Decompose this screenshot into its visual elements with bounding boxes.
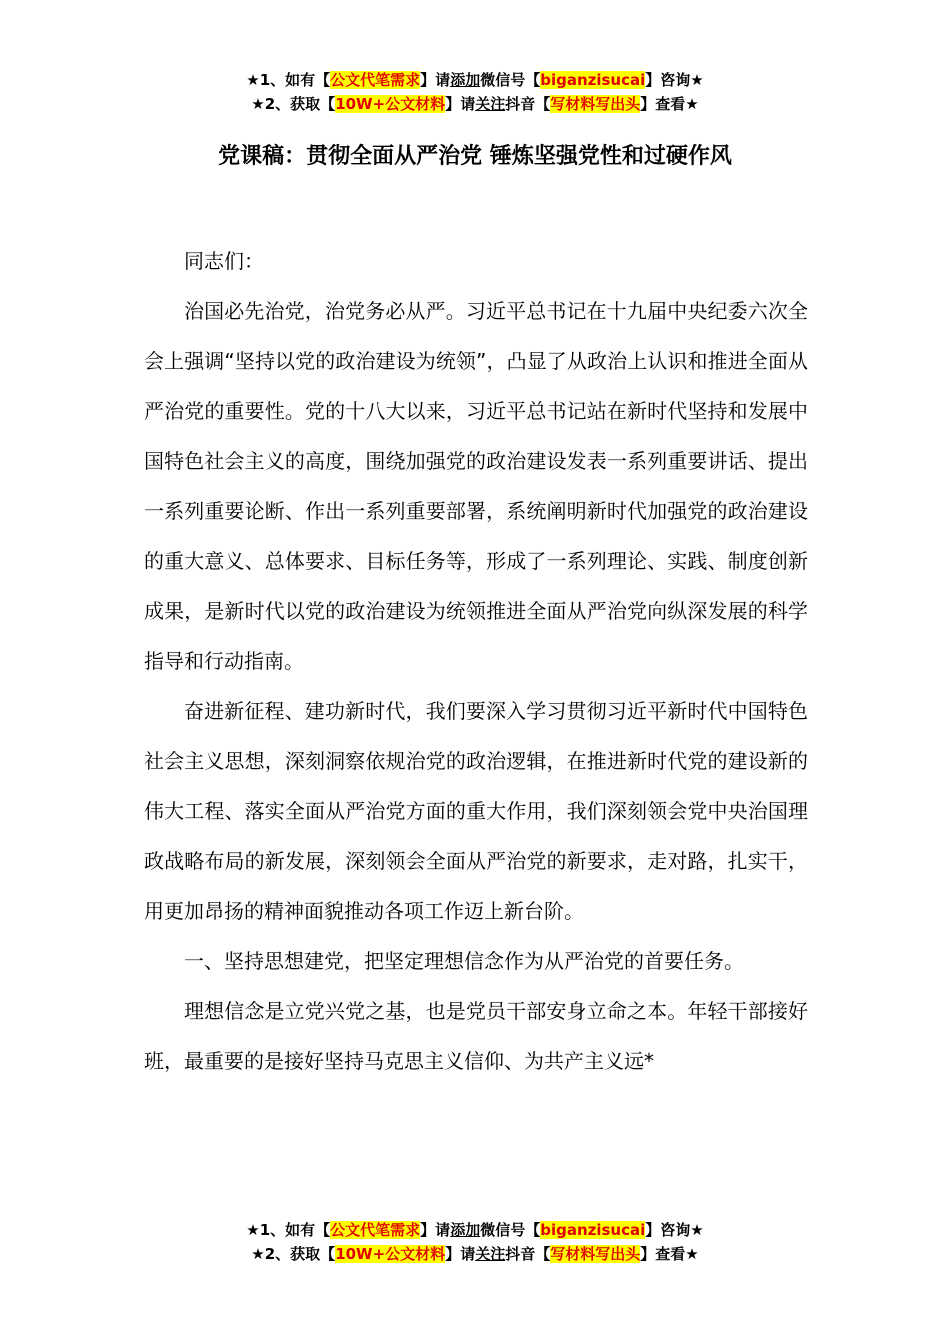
banner-text: ★1、如有【 (246, 1221, 331, 1239)
banner-text: 抖音【 (505, 95, 551, 113)
footer-banner (0, 1218, 950, 1266)
banner-line-1 (0, 68, 950, 92)
banner-underline: 关注 (475, 95, 506, 113)
banner-text: 】请 (420, 71, 451, 89)
paragraph: 理想信念是立党兴党之基，也是党员干部安身立命之本。年轻干部接好班，最重要的是接好坚持马克思主义信仰、为共产主义远* (144, 999, 808, 1073)
banner-text: 】查看★ (640, 95, 699, 113)
banner-line-1 (0, 1218, 950, 1242)
banner-highlight: 写材料写出头 (550, 95, 641, 113)
banner-text: 】请 (420, 1221, 451, 1239)
banner-highlight: 公文代笔需求 (330, 1221, 421, 1239)
paragraph: 治国必先治党，治党务必从严。习近平总书记在十九届中央纪委六次全会上强调“坚持以党的政治建设为统领”，凸显了从政治上认识和推进全面从严治党的重要性。党的十八大以来，习近平总书记站在新时代坚持和发展中国特色社会主义的高度，围绕加强党的政治建设发表一系列重要讲话、提出一系列重要论断、作出一系列重要部署，系统阐明新时代加强党的政治建设的重大意义、总体要求、目标任务等，形成了一系列理论、实践、制度创新成果，是新时代以党的政治建设为统领推进全面从严治党向纵深发展的科学指导和行动指南。 (144, 299, 808, 673)
banner-line-2 (0, 1242, 950, 1266)
banner-highlight: biganzisucai (540, 71, 646, 89)
document-body (144, 236, 808, 1086)
banner-text: 】请 (445, 1245, 476, 1263)
banner-highlight: 写材料写出头 (550, 1245, 641, 1263)
banner-text: 】请 (445, 95, 476, 113)
banner-highlight: 10W+公文材料 (335, 95, 446, 113)
banner-text: 抖音【 (505, 1245, 551, 1263)
document-title: 党课稿：贯彻全面从严治党 锤炼坚强党性和过硬作风 (218, 144, 732, 169)
banner-text: 】咨询★ (645, 71, 704, 89)
banner-highlight: 公文代笔需求 (330, 71, 421, 89)
banner-underline: 关注 (475, 1245, 506, 1263)
banner-line-2 (0, 92, 950, 116)
banner-text: 微信号【 (480, 1221, 541, 1239)
banner-underline: 添加 (450, 1221, 481, 1239)
paragraph: 奋进新征程、建功新时代，我们要深入学习贯彻习近平新时代中国特色社会主义思想，深刻洞察依规治党的政治逻辑，在推进新时代党的建设新的伟大工程、落实全面从严治党方面的重大作用，我们深刻领会党中央治国理政战略布局的新发展，深刻领会全面从严治党的新要求，走对路，扎实干，用更加昂扬的精神面貌推动各项工作迈上新台阶。 (144, 699, 808, 923)
header-banner (0, 68, 950, 116)
salutation: 同志们： (184, 249, 264, 273)
banner-text: ★2、获取【 (251, 1245, 336, 1263)
banner-highlight: 10W+公文材料 (335, 1245, 446, 1263)
banner-highlight: biganzisucai (540, 1221, 646, 1239)
banner-underline: 添加 (450, 71, 481, 89)
banner-text: ★2、获取【 (251, 95, 336, 113)
banner-text: ★1、如有【 (246, 71, 331, 89)
banner-text: 】咨询★ (645, 1221, 704, 1239)
banner-text: 】查看★ (640, 1245, 699, 1263)
banner-text: 微信号【 (480, 71, 541, 89)
section-heading: 一、坚持思想建党，把坚定理想信念作为从严治党的首要任务。 (184, 949, 744, 973)
